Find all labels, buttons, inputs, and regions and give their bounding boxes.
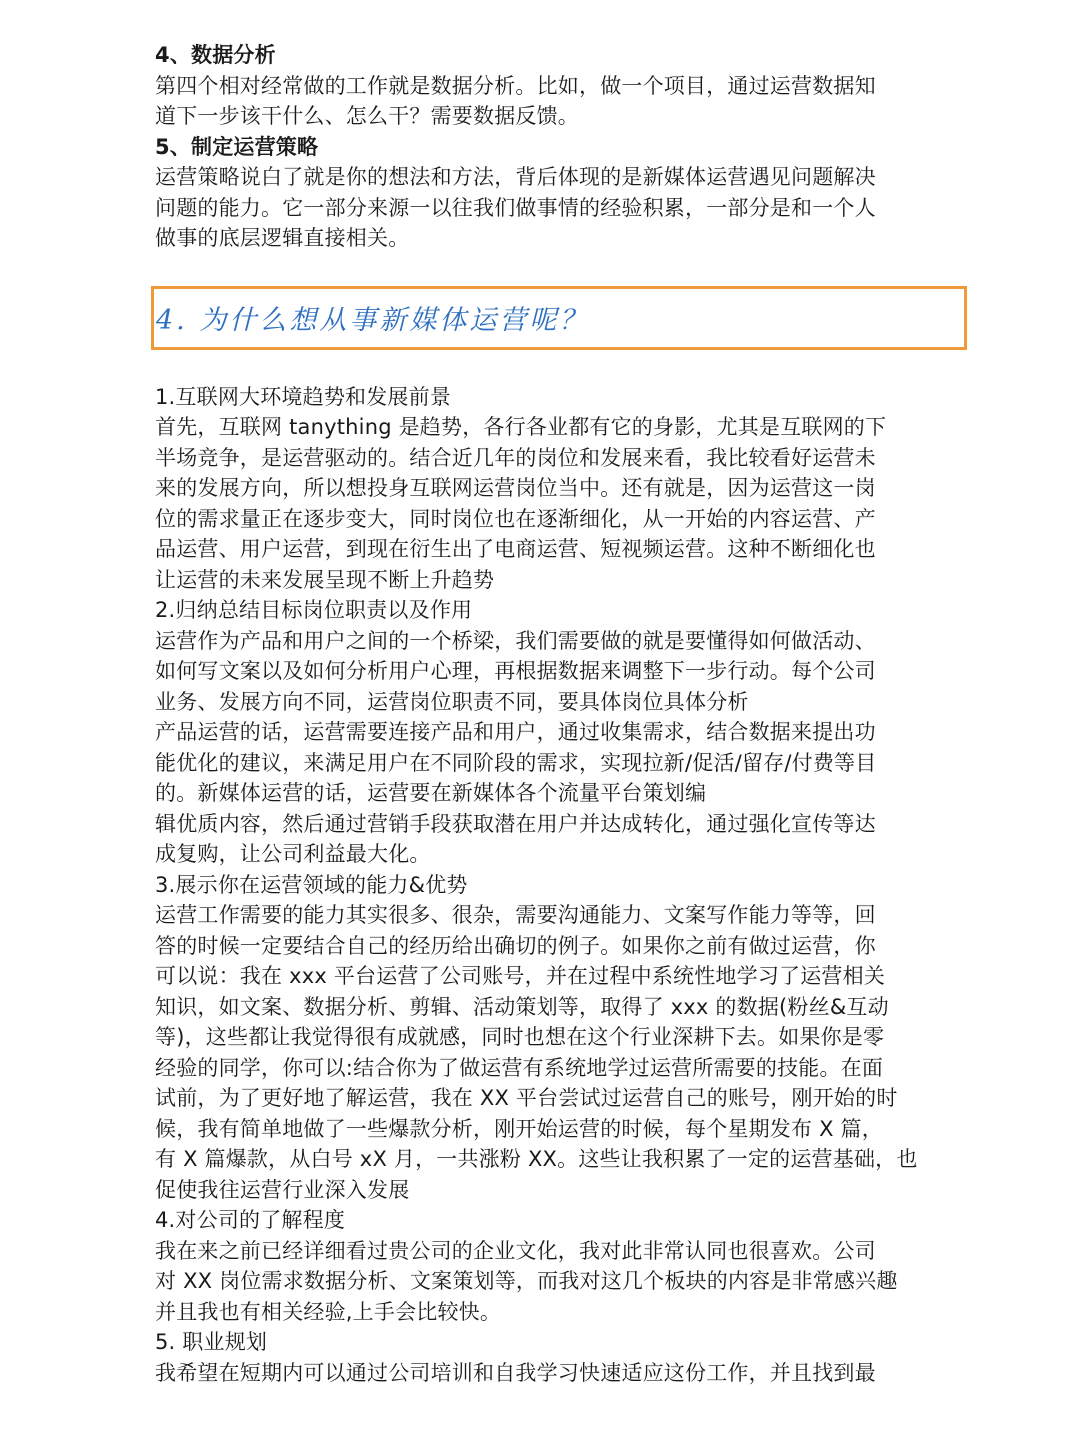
top-text-section	[155, 40, 975, 254]
paragraph-line: 让运营的未来发展呈现不断上升趋势	[155, 567, 495, 592]
subheading-line: 1.互联网大环境趋势和发展前景	[155, 384, 452, 409]
paragraph-line: 并且我也有相关经验,上手会比较快。	[155, 1299, 502, 1324]
paragraph-line: 促使我往运营行业深入发展	[155, 1177, 410, 1202]
paragraph-line: 答的时候一定要结合自己的经历给出确切的例子。如果你之前有做过运营，你	[155, 933, 876, 958]
paragraph-line: 问题的能力。它一部分来源一以往我们做事情的经验积累，一部分是和一个人	[155, 195, 876, 220]
paragraph-line: 有 X 篇爆款，从白号 xX 月，一共涨粉 XX。这些让我积累了一定的运营基础，也	[155, 1147, 918, 1171]
paragraph-line: 运营作为产品和用户之间的一个桥梁，我们需要做的就是要懂得如何做活动、	[155, 628, 876, 653]
section-title: 4. 为什么想从事新媒体运营呢？	[156, 305, 590, 336]
subheading-line: 2.归纳总结目标岗位职责以及作用	[155, 598, 473, 622]
paragraph-line: 运营工作需要的能力其实很多、很杂，需要沟通能力、文案写作能力等等，回	[155, 903, 876, 927]
paragraph-line: 试前，为了更好地了解运营，我在 XX 平台尝试过运营自己的账号，刚开始的时	[155, 1086, 898, 1110]
paragraph-line: 成复购，让公司利益最大化。	[155, 842, 431, 866]
paragraph-line: 能优化的建议，来满足用户在不同阶段的需求，实现拉新/促活/留存/付费等目	[155, 750, 877, 775]
paragraph-line: 知识，如文案、数据分析、剪辑、活动策划等，取得了 xxx 的数据(粉丝&互动	[155, 994, 889, 1019]
subheading-line: 3.展示你在运营领域的能力&优势	[155, 872, 468, 897]
paragraph-line: 辑优质内容，然后通过营销手段获取潜在用户并达成转化，通过强化宣传等达	[155, 811, 876, 836]
paragraph-line: 等)，这些都让我觉得很有成就感，同时也想在这个行业深耕下去。如果你是零	[155, 1025, 885, 1049]
paragraph-line: 如何写文案以及如何分析用户心理，再根据数据来调整下一步行动。每个公司	[155, 659, 876, 683]
paragraph-line: 做事的底层逻辑直接相关。	[155, 226, 410, 250]
paragraph-line: 来的发展方向，所以想投身互联网运营岗位当中。还有就是，因为运营这一岗	[155, 476, 876, 500]
paragraph-line: 我希望在短期内可以通过公司培训和自我学习快速适应这份工作，并且找到最	[155, 1360, 876, 1385]
paragraph-line: 道下一步该干什么、怎么干？需要数据反馈。	[155, 104, 579, 128]
subheading-data-analysis: 4、数据分析	[155, 43, 276, 67]
paragraph-line: 品运营、用户运营，到现在衍生出了电商运营、短视频运营。这种不断细化也	[155, 537, 876, 561]
paragraph-line: 候，我有简单地做了一些爆款分析，刚开始运营的时候，每个星期发布 X 篇，	[155, 1116, 883, 1141]
paragraph-line: 半场竞争，是运营驱动的。结合近几年的岗位和发展来看，我比较看好运营未	[155, 445, 876, 470]
section-title-banner	[151, 286, 967, 350]
document-page	[155, 40, 975, 1388]
main-text-section	[155, 382, 975, 1389]
paragraph-line: 对 XX 岗位需求数据分析、文案策划等，而我对这几个板块的内容是非常感兴趣	[155, 1269, 898, 1293]
paragraph-line: 产品运营的话，运营需要连接产品和用户，通过收集需求，结合数据来提出功	[155, 720, 876, 744]
paragraph-line: 位的需求量正在逐步变大，同时岗位也在逐渐细化，从一开始的内容运营、产	[155, 506, 876, 531]
subheading-strategy: 5、制定运营策略	[155, 134, 319, 159]
paragraph-line: 第四个相对经常做的工作就是数据分析。比如，做一个项目，通过运营数据知	[155, 73, 876, 98]
paragraph-line: 我在来之前已经详细看过贵公司的企业文化，我对此非常认同也很喜欢。公司	[155, 1238, 876, 1263]
paragraph-line: 业务、发展方向不同，运营岗位职责不同，要具体岗位具体分析	[155, 689, 749, 714]
subheading-line: 5. 职业规划	[155, 1330, 268, 1354]
paragraph-line: 的。新媒体运营的话，运营要在新媒体各个流量平台策划编	[155, 781, 707, 805]
subheading-line: 4.对公司的了解程度	[155, 1208, 346, 1232]
paragraph-line: 首先，互联网 tanything 是趋势，各行各业都有它的身影，尤其是互联网的下	[155, 415, 887, 439]
paragraph-line: 可以说：我在 xxx 平台运营了公司账号，并在过程中系统性地学习了运营相关	[155, 964, 886, 988]
paragraph-line: 经验的同学，你可以:结合你为了做运营有系统地学过运营所需要的技能。在面	[155, 1055, 884, 1080]
paragraph-line: 运营策略说白了就是你的想法和方法，背后体现的是新媒体运营遇见问题解决	[155, 165, 876, 189]
